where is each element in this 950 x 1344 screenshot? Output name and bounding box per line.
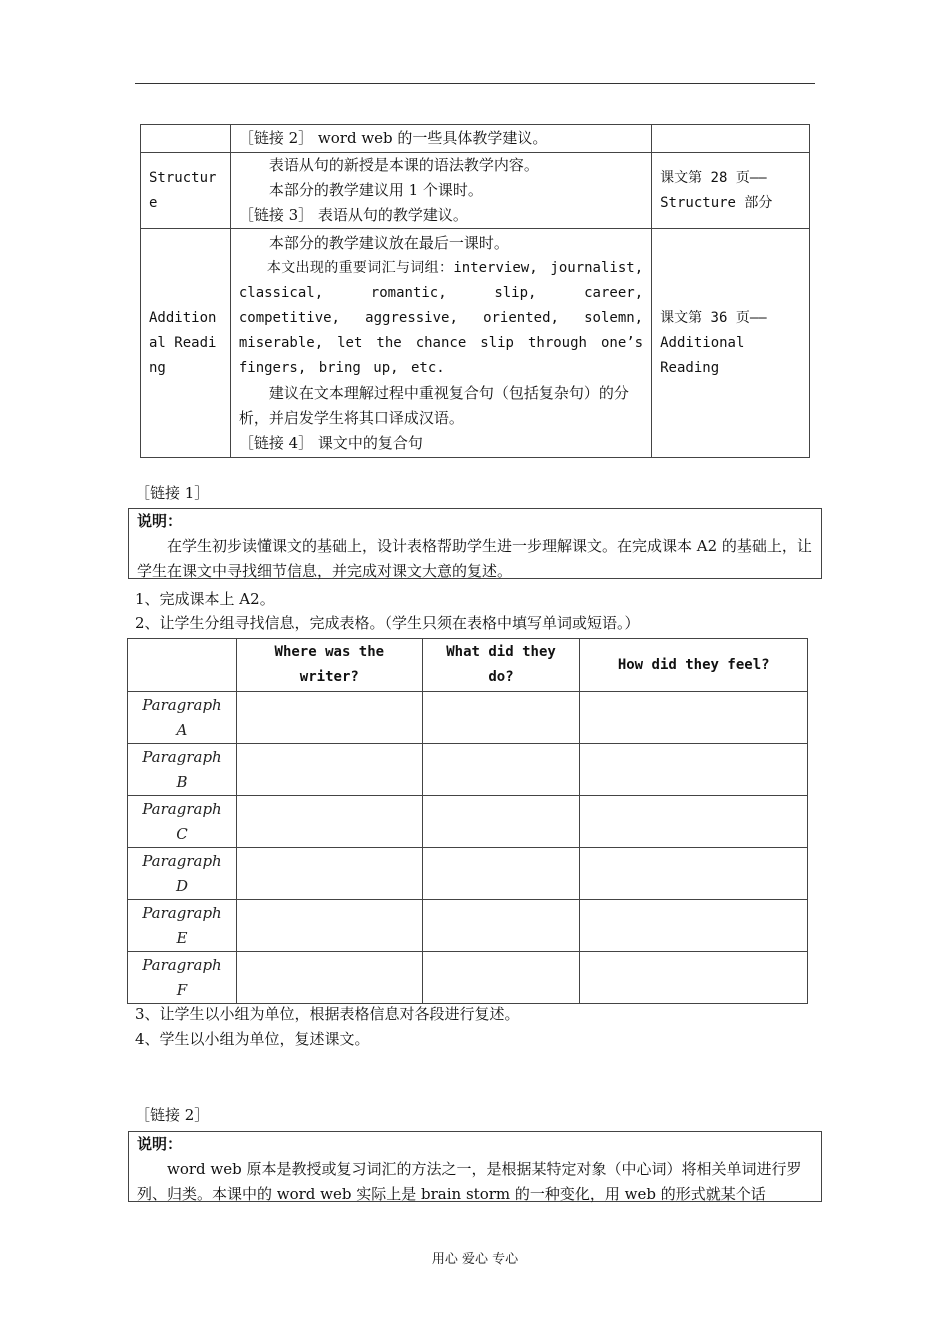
link1-step3: 3、让学生以小组为单位，根据表格信息对各段进行复述。 (135, 1005, 520, 1023)
link2-note-title: 说明： (137, 1135, 183, 1153)
structure-content: 表语从句的新授是本课的语法教学内容。 本部分的教学建议用 1 个课时。 ［链接 3］ 表语从句的教学建议。 (230, 153, 651, 229)
additional-reading-content: 本部分的教学建议放在最后一课时。 本文出现的重要词汇与词组：interview, journalist, classical, romantic, slip, career, competitive, aggressive, oriented, solemn, miserable, let the chance slip through one’s fingers, bring up, etc. 建议在文本理解过程中重视复合句（包括复杂句）的分析，并启发学生将其口译成汉语。 ［链接 4］ 课文中的复合句 (230, 229, 651, 458)
answer-cell[interactable] (422, 848, 580, 900)
paragraph-label: Paragraph F (128, 952, 237, 1004)
answer-cell[interactable] (236, 952, 422, 1004)
link1-note-text: 在学生初步读懂课文的基础上，设计表格帮助学生进一步理解课文。在完成课本 A2 的基础上，让学生在课文中寻找细节信息，并完成对课文大意的复述。 (137, 537, 812, 580)
answer-cell[interactable] (236, 796, 422, 848)
paragraph-label: Paragraph E (128, 900, 237, 952)
paragraph-label: Paragraph D (128, 848, 237, 900)
link2-heading: ［链接 2］ (135, 1106, 210, 1124)
answer-cell[interactable] (422, 692, 580, 744)
link1-heading: ［链接 1］ (135, 484, 210, 502)
header-what: What did they do? (422, 639, 580, 692)
table-row (141, 125, 810, 153)
table-row (141, 153, 810, 229)
table-row (128, 900, 808, 952)
answer-cell[interactable] (422, 900, 580, 952)
link1-note-box (128, 508, 822, 579)
answer-cell[interactable] (236, 692, 422, 744)
answer-cell[interactable] (580, 692, 808, 744)
header-where: Where was the writer? (236, 639, 422, 692)
link2-ref-cell: ［链接 2］ word web 的一些具体教学建议。 (230, 125, 651, 153)
answer-cell[interactable] (580, 744, 808, 796)
table-row (128, 796, 808, 848)
header-feel: How did they feel? (580, 639, 808, 692)
link1-step4: 4、学生以小组为单位，复述课文。 (135, 1030, 370, 1048)
paragraph-label: Paragraph B (128, 744, 237, 796)
page-footer: 用心 爱心 专心 (431, 1252, 519, 1267)
additional-reading-label: Additional Reading (141, 229, 231, 458)
answer-cell[interactable] (580, 952, 808, 1004)
structure-ref: 课文第 28 页——Structure 部分 (652, 153, 810, 229)
info-table (127, 638, 808, 1004)
answer-cell[interactable] (236, 900, 422, 952)
answer-cell[interactable] (422, 796, 580, 848)
link2-note-box (128, 1131, 822, 1202)
header-rule (135, 83, 815, 84)
paragraph-label: Paragraph A (128, 692, 237, 744)
answer-cell[interactable] (580, 900, 808, 952)
link1-note-title: 说明： (137, 512, 183, 530)
table-header-row (128, 639, 808, 692)
lesson-plan-table (140, 124, 810, 458)
answer-cell[interactable] (422, 952, 580, 1004)
link2-note-text: word web 原本是教授或复习词汇的方法之一，是根据某特定对象（中心词）将相关单词进行罗列、归类。本课中的 word web 实际上是 brain storm 的一种变化，用 web 的形式就某个话 (137, 1160, 802, 1203)
table-row (141, 229, 810, 458)
answer-cell[interactable] (422, 744, 580, 796)
additional-reading-ref: 课文第 36 页——Additional Reading (652, 229, 810, 458)
table-row (128, 952, 808, 1004)
paragraph-label: Paragraph C (128, 796, 237, 848)
answer-cell[interactable] (580, 796, 808, 848)
structure-label: Structure (141, 153, 231, 229)
table-row (128, 744, 808, 796)
table-row (128, 692, 808, 744)
answer-cell[interactable] (236, 744, 422, 796)
table-row (128, 848, 808, 900)
link1-step1: 1、完成课本上 A2。 (135, 590, 275, 608)
link1-step2: 2、让学生分组寻找信息，完成表格。（学生只须在表格中填写单词或短语。） (135, 614, 640, 632)
answer-cell[interactable] (236, 848, 422, 900)
answer-cell[interactable] (580, 848, 808, 900)
